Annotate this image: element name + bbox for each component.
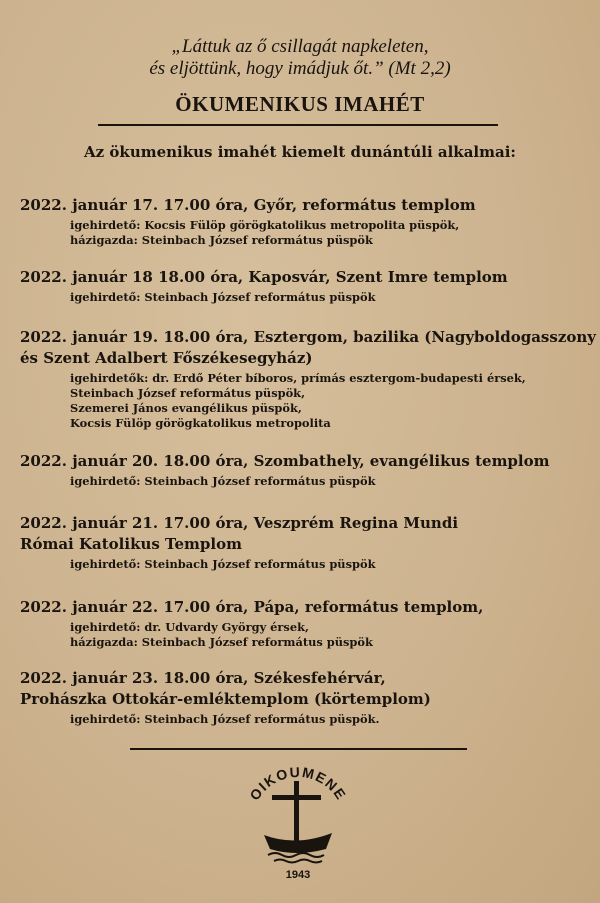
bottom-divider [130, 748, 467, 750]
event-heading: 2022. január 23. 18.00 óra, Székesfehérvár, [20, 669, 386, 687]
quote-line-1: „Láttuk az ő csillagát napkeleten, [171, 36, 429, 57]
event-detail: igehirdető: dr. Udvardy György érsek, [70, 620, 309, 634]
oikoumene-ship-cross-icon [238, 765, 358, 885]
event-detail: Steinbach József református püspök, [70, 386, 306, 400]
event-item [20, 513, 600, 572]
event-detail: Szemerei János evangélikus püspök, [70, 401, 302, 415]
event-item [20, 451, 600, 489]
event-item [20, 668, 600, 727]
event-heading: Prohászka Ottokár-emléktemplom (körtemplom) [20, 690, 431, 708]
event-detail: igehirdetők: dr. Erdő Péter bíboros, prímás esztergom-budapesti érsek, [70, 371, 526, 385]
event-detail: igehirdető: Steinbach József református püspök [70, 290, 376, 304]
event-item [20, 267, 600, 305]
event-detail: igehirdető: Kocsis Fülöp görögkatolikus metropolita püspök, [70, 218, 460, 232]
subtitle: Az ökumenikus imahét kiemelt dunántúli alkalmai: [84, 143, 516, 161]
quote-line-2: és eljöttünk, hogy imádjuk őt.” (Mt 2,2) [149, 58, 451, 79]
event-heading: Római Katolikus Templom [20, 535, 242, 553]
logo-arc-textpath: OIKOUMENE [246, 765, 350, 804]
top-divider [98, 124, 498, 126]
event-detail: igehirdető: Steinbach József református püspök [70, 557, 376, 571]
event-item [20, 327, 600, 431]
event-heading: és Szent Adalbert Főszékesegyház) [20, 349, 313, 367]
event-detail: igehirdető: Steinbach József református püspök [70, 474, 376, 488]
event-detail: házigazda: Steinbach József református püspök [70, 233, 373, 247]
event-heading: 2022. január 17. 17.00 óra, Győr, református templom [20, 196, 476, 214]
event-heading: 2022. január 21. 17.00 óra, Veszprém Regina Mundi [20, 514, 459, 532]
event-detail: Kocsis Fülöp görögkatolikus metropolita [70, 416, 331, 430]
event-detail: igehirdető: Steinbach József református püspök. [70, 712, 380, 726]
wave-2 [274, 860, 322, 863]
cross-beam [272, 795, 321, 800]
cross-mast [294, 781, 299, 849]
event-heading: 2022. január 19. 18.00 óra, Esztergom, bazilika (Nagyboldogasszony [20, 328, 596, 346]
event-heading: 2022. január 18 18.00 óra, Kaposvár, Szent Imre templom [20, 268, 508, 286]
page-title: ÖKUMENIKUS IMAHÉT [175, 92, 425, 116]
event-item [20, 195, 600, 248]
event-detail: házigazda: Steinbach József református püspök [70, 635, 373, 649]
event-heading: 2022. január 20. 18.00 óra, Szombathely, evangélikus templom [20, 452, 550, 470]
event-heading: 2022. január 22. 17.00 óra, Pápa, református templom, [20, 598, 484, 616]
wave-1 [268, 853, 324, 857]
bible-quote [0, 36, 600, 80]
logo-year: 1943 [285, 869, 311, 881]
event-item [20, 597, 600, 650]
